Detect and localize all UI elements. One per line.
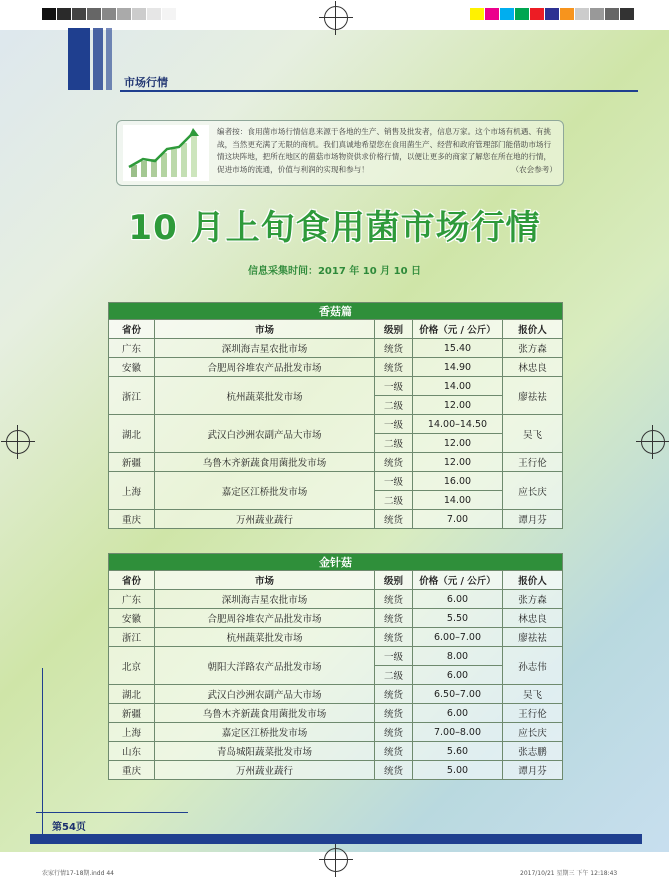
table-row: 二级 14.00 <box>109 491 563 510</box>
grayscale-calibration-strip <box>42 8 177 20</box>
table-row: 山东 青岛城阳蔬菜批发市场 统货 5.60 张志鹏 <box>109 742 563 761</box>
page-number: 第54页 <box>52 822 86 833</box>
editor-note-text: 编者按：食用菌市场行情信息来源于各地的生产、销售及批发者，信息万家。这个市场有机遇、有挑战，当然更充满了无限的商机。我们真诚地希望您在食用菌生产、经营和政府管理部门能借助市场行情这块阵地，把所在地区的菌菇市场物资供求价格行情，以便让更多的商家了解您在所在地的行情，促进市场的流通，价值与利润的实现和参与！ （农会参考） <box>217 126 557 176</box>
table-row: 北京 朝阳大洋路农产品批发市场 一级 8.00 孙志伟 <box>109 647 563 666</box>
table-row: 二级 12.00 <box>109 434 563 453</box>
column-header: 级别 <box>375 320 413 339</box>
column-header: 省份 <box>109 320 155 339</box>
column-header: 市场 <box>155 571 375 590</box>
file-info: 农家行情17-18期.indd 44 <box>42 870 114 877</box>
header-rule <box>120 90 638 92</box>
table-row: 安徽 合肥周谷堆农产品批发市场 统货 5.50 林忠良 <box>109 609 563 628</box>
footer-rule <box>36 812 188 813</box>
header-decor-bars <box>68 28 112 90</box>
column-header: 价格（元 / 公斤） <box>413 571 503 590</box>
color-calibration-strip <box>470 8 635 20</box>
column-header: 市场 <box>155 320 375 339</box>
print-info: 2017/10/21 星期三 下午 12:18:43 <box>520 870 618 877</box>
table-row: 新疆 乌鲁木齐新蔬食用菌批发市场 统货 6.00 王行伦 <box>109 704 563 723</box>
table-row: 二级 12.00 <box>109 396 563 415</box>
table-row: 湖北 武汉白沙洲农副产品大市场 统货 6.50–7.00 吴飞 <box>109 685 563 704</box>
table-row: 上海 嘉定区江桥批发市场 一级 16.00 应长庆 <box>109 472 563 491</box>
table-row: 二级 6.00 <box>109 666 563 685</box>
registration-mark-icon <box>324 6 348 30</box>
column-header: 价格（元 / 公斤） <box>413 320 503 339</box>
table-row: 重庆 万州蔬业蔬行 统货 5.00 谭月芬 <box>109 761 563 780</box>
registration-mark-icon <box>324 848 348 872</box>
collection-date: 信息采集时间：2017 年 10 月 10 日 <box>247 266 422 277</box>
column-header: 省份 <box>109 571 155 590</box>
table-row: 湖北 武汉白沙洲农副产品大市场 一级 14.00–14.50 吴飞 <box>109 415 563 434</box>
enoki-price-table <box>108 553 563 780</box>
registration-mark-icon <box>641 430 665 454</box>
table-row: 浙江 杭州蔬菜批发市场 一级 14.00 廖祛祛 <box>109 377 563 396</box>
editor-note-box <box>116 120 564 186</box>
table-row: 浙江 杭州蔬菜批发市场 统货 6.00–7.00 廖祛祛 <box>109 628 563 647</box>
column-header: 级别 <box>375 571 413 590</box>
registration-mark-icon <box>6 430 30 454</box>
table-row: 安徽 合肥周谷堆农产品批发市场 统货 14.90 林忠良 <box>109 358 563 377</box>
table-row: 重庆 万州蔬业蔬行 统货 7.00 谭月芬 <box>109 510 563 529</box>
section-label: 市场行情 <box>124 76 168 89</box>
table-row: 新疆 乌鲁木齐新蔬食用菌批发市场 统货 12.00 王行伦 <box>109 453 563 472</box>
table-title: 金针菇 <box>109 554 563 571</box>
rising-bar-chart-icon <box>123 125 209 181</box>
column-header: 报价人 <box>503 571 563 590</box>
column-header: 报价人 <box>503 320 563 339</box>
table-row: 广东 深圳海吉星农批市场 统货 6.00 张方森 <box>109 590 563 609</box>
editor-note-source: （农会参考） <box>511 164 557 174</box>
table-row: 上海 嘉定区江桥批发市场 统货 7.00–8.00 应长庆 <box>109 723 563 742</box>
footer-bar <box>30 834 642 844</box>
page-title: 10 月上旬食用菌市场行情 <box>128 208 541 248</box>
table-title: 香菇篇 <box>109 303 563 320</box>
shiitake-price-table <box>108 302 563 529</box>
table-row: 广东 深圳海吉星农批市场 统货 15.40 张方森 <box>109 339 563 358</box>
